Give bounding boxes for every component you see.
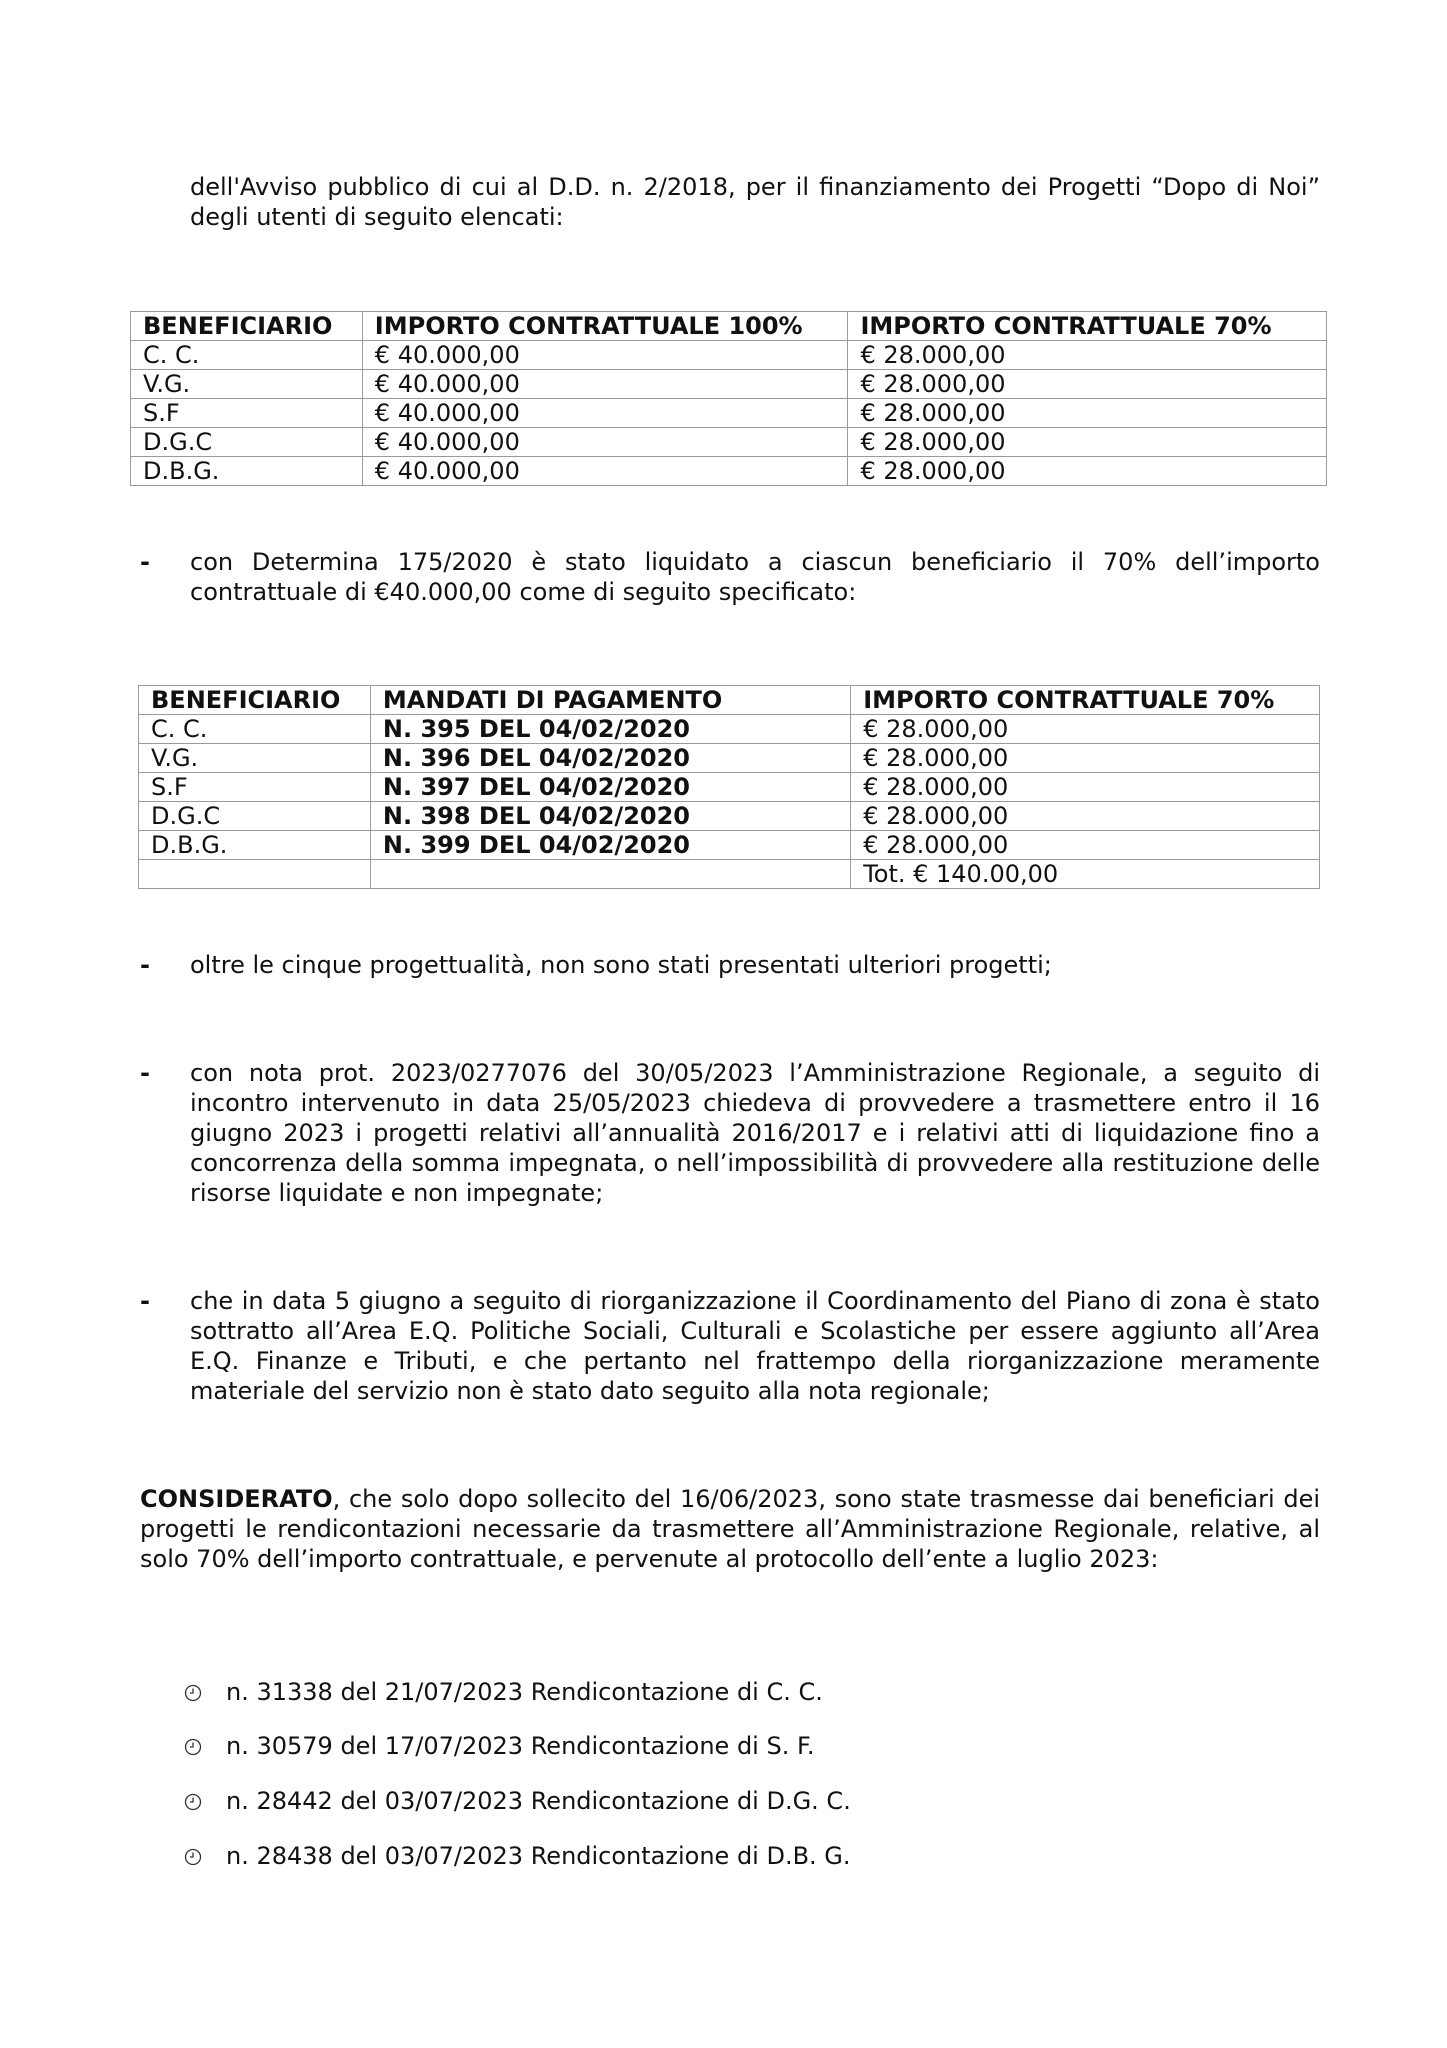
beneficiary-cell: S.F — [139, 773, 371, 802]
table-row — [131, 370, 1327, 399]
amount-100-cell: € 40.000,00 — [362, 341, 848, 370]
clock-icon — [184, 1793, 202, 1811]
table-row — [139, 744, 1320, 773]
amount-100-cell: € 40.000,00 — [362, 428, 848, 457]
empty-cell — [139, 860, 371, 889]
table-row — [139, 715, 1320, 744]
amount-70-cell: € 28.000,00 — [851, 831, 1320, 860]
mandate-cell: N. 398 DEL 04/02/2020 — [370, 802, 850, 831]
amount-70-cell: € 28.000,00 — [848, 370, 1327, 399]
bullet-text: oltre le cinque progettualità, non sono stati presentati ulteriori progetti; — [190, 951, 1052, 979]
amount-70-cell: € 28.000,00 — [848, 457, 1327, 486]
table-row — [131, 341, 1327, 370]
beneficiary-cell: D.G.C — [131, 428, 363, 457]
protocol-text: n. 28438 del 03/07/2023 Rendicontazione di D.B. G. — [226, 1842, 851, 1870]
table-row — [139, 802, 1320, 831]
table-row — [131, 399, 1327, 428]
considerato-lead: CONSIDERATO — [140, 1485, 333, 1513]
bullet-dash: - — [140, 1287, 150, 1315]
list-item — [184, 1677, 823, 1707]
amount-100-cell: € 40.000,00 — [362, 399, 848, 428]
list-item — [184, 1841, 851, 1871]
amount-100-cell: € 40.000,00 — [362, 457, 848, 486]
mandate-cell: N. 399 DEL 04/02/2020 — [370, 831, 850, 860]
protocol-text: n. 31338 del 21/07/2023 Rendicontazione di C. C. — [226, 1678, 823, 1706]
mandate-cell: N. 395 DEL 04/02/2020 — [370, 715, 850, 744]
amount-70-cell: € 28.000,00 — [851, 773, 1320, 802]
beneficiary-cell: D.G.C — [139, 802, 371, 831]
amount-70-cell: € 28.000,00 — [848, 399, 1327, 428]
amount-70-cell: € 28.000,00 — [848, 341, 1327, 370]
table-header-cell: BENEFICIARIO — [131, 312, 363, 341]
amount-100-cell: € 40.000,00 — [362, 370, 848, 399]
mandate-cell: N. 397 DEL 04/02/2020 — [370, 773, 850, 802]
bullet-text: con Determina 175/2020 è stato liquidato a ciascun beneficiario il 70% dell’importo contrattuale di €40.000,00 come di seguito specificato: — [190, 548, 1320, 606]
amount-70-cell: € 28.000,00 — [851, 715, 1320, 744]
beneficiary-cell: V.G. — [139, 744, 371, 773]
intro-line-1: dell'Avviso pubblico di cui al D.D. n. 2/2018, per il finanziamento dei Progetti “Dopo di Noi” — [190, 173, 1320, 201]
bullet-dash: - — [140, 548, 150, 576]
table-header-row — [131, 312, 1327, 341]
amount-70-cell: € 28.000,00 — [851, 802, 1320, 831]
table-header-cell: IMPORTO CONTRATTUALE 70% — [851, 686, 1320, 715]
intro-paragraph — [190, 172, 1320, 232]
bullet-text: con nota prot. 2023/0277076 del 30/05/2023 l’Amministrazione Regionale, a seguito di incontro intervenuto in data 25/05/2023 chiedeva di provvedere a trasmettere entro il 16 giugno 2023 i progetti relativi all’annualità 2016/2017 e i relativi atti di liquidazione fino a concorrenza della somma impegnata, o nell’impossibilità di provvedere alla restituzione delle risorse liquidate e non impegnate; — [190, 1059, 1320, 1207]
bullet-text: che in data 5 giugno a seguito di riorganizzazione il Coordinamento del Piano di zona è stato sottratto all’Area E.Q. Politiche Sociali, Culturali e Scolastiche per essere aggiunto all’Area E.Q. Finanze e Tributi, e che pertanto nel frattempo della riorganizzazione meramente materiale del servizio non è stato dato seguito alla nota regionale; — [190, 1287, 1320, 1405]
bullet-dash: - — [140, 1059, 150, 1087]
table-header-row — [139, 686, 1320, 715]
table-row — [139, 773, 1320, 802]
beneficiary-cell: D.B.G. — [131, 457, 363, 486]
table-header-cell: MANDATI DI PAGAMENTO — [370, 686, 850, 715]
payment-mandates-table — [138, 685, 1320, 889]
table-total-row — [139, 860, 1320, 889]
table-row — [131, 428, 1327, 457]
considerato-paragraph — [140, 1484, 1320, 1574]
table-row — [131, 457, 1327, 486]
amount-70-cell: € 28.000,00 — [851, 744, 1320, 773]
list-item — [184, 1731, 815, 1761]
amount-70-cell: € 28.000,00 — [848, 428, 1327, 457]
beneficiary-cell: C. C. — [131, 341, 363, 370]
bullet-dash: - — [140, 951, 150, 979]
clock-icon — [184, 1684, 202, 1702]
table-header-cell: IMPORTO CONTRATTUALE 100% — [362, 312, 848, 341]
protocol-text: n. 30579 del 17/07/2023 Rendicontazione di S. F. — [226, 1732, 815, 1760]
beneficiary-cell: V.G. — [131, 370, 363, 399]
table-header-cell: IMPORTO CONTRATTUALE 70% — [848, 312, 1327, 341]
list-item — [184, 1786, 851, 1816]
beneficiary-cell: C. C. — [139, 715, 371, 744]
protocol-text: n. 28442 del 03/07/2023 Rendicontazione di D.G. C. — [226, 1787, 851, 1815]
beneficiary-cell: S.F — [131, 399, 363, 428]
intro-line-2: degli utenti di seguito elencati: — [190, 203, 564, 231]
beneficiary-cell: D.B.G. — [139, 831, 371, 860]
table-row — [139, 831, 1320, 860]
total-cell: Tot. € 140.00,00 — [851, 860, 1320, 889]
clock-icon — [184, 1738, 202, 1756]
table-header-cell: BENEFICIARIO — [139, 686, 371, 715]
clock-icon — [184, 1848, 202, 1866]
beneficiary-amount-table — [130, 311, 1327, 486]
empty-cell — [370, 860, 850, 889]
mandate-cell: N. 396 DEL 04/02/2020 — [370, 744, 850, 773]
considerato-text: , che solo dopo sollecito del 16/06/2023, sono state trasmesse dai beneficiari dei progetti le rendicontazioni necessarie da trasmettere all’Amministrazione Regionale, relative, al solo 70% dell’importo contrattuale, e pervenute al protocollo dell’ente a luglio 2023: — [140, 1485, 1320, 1573]
